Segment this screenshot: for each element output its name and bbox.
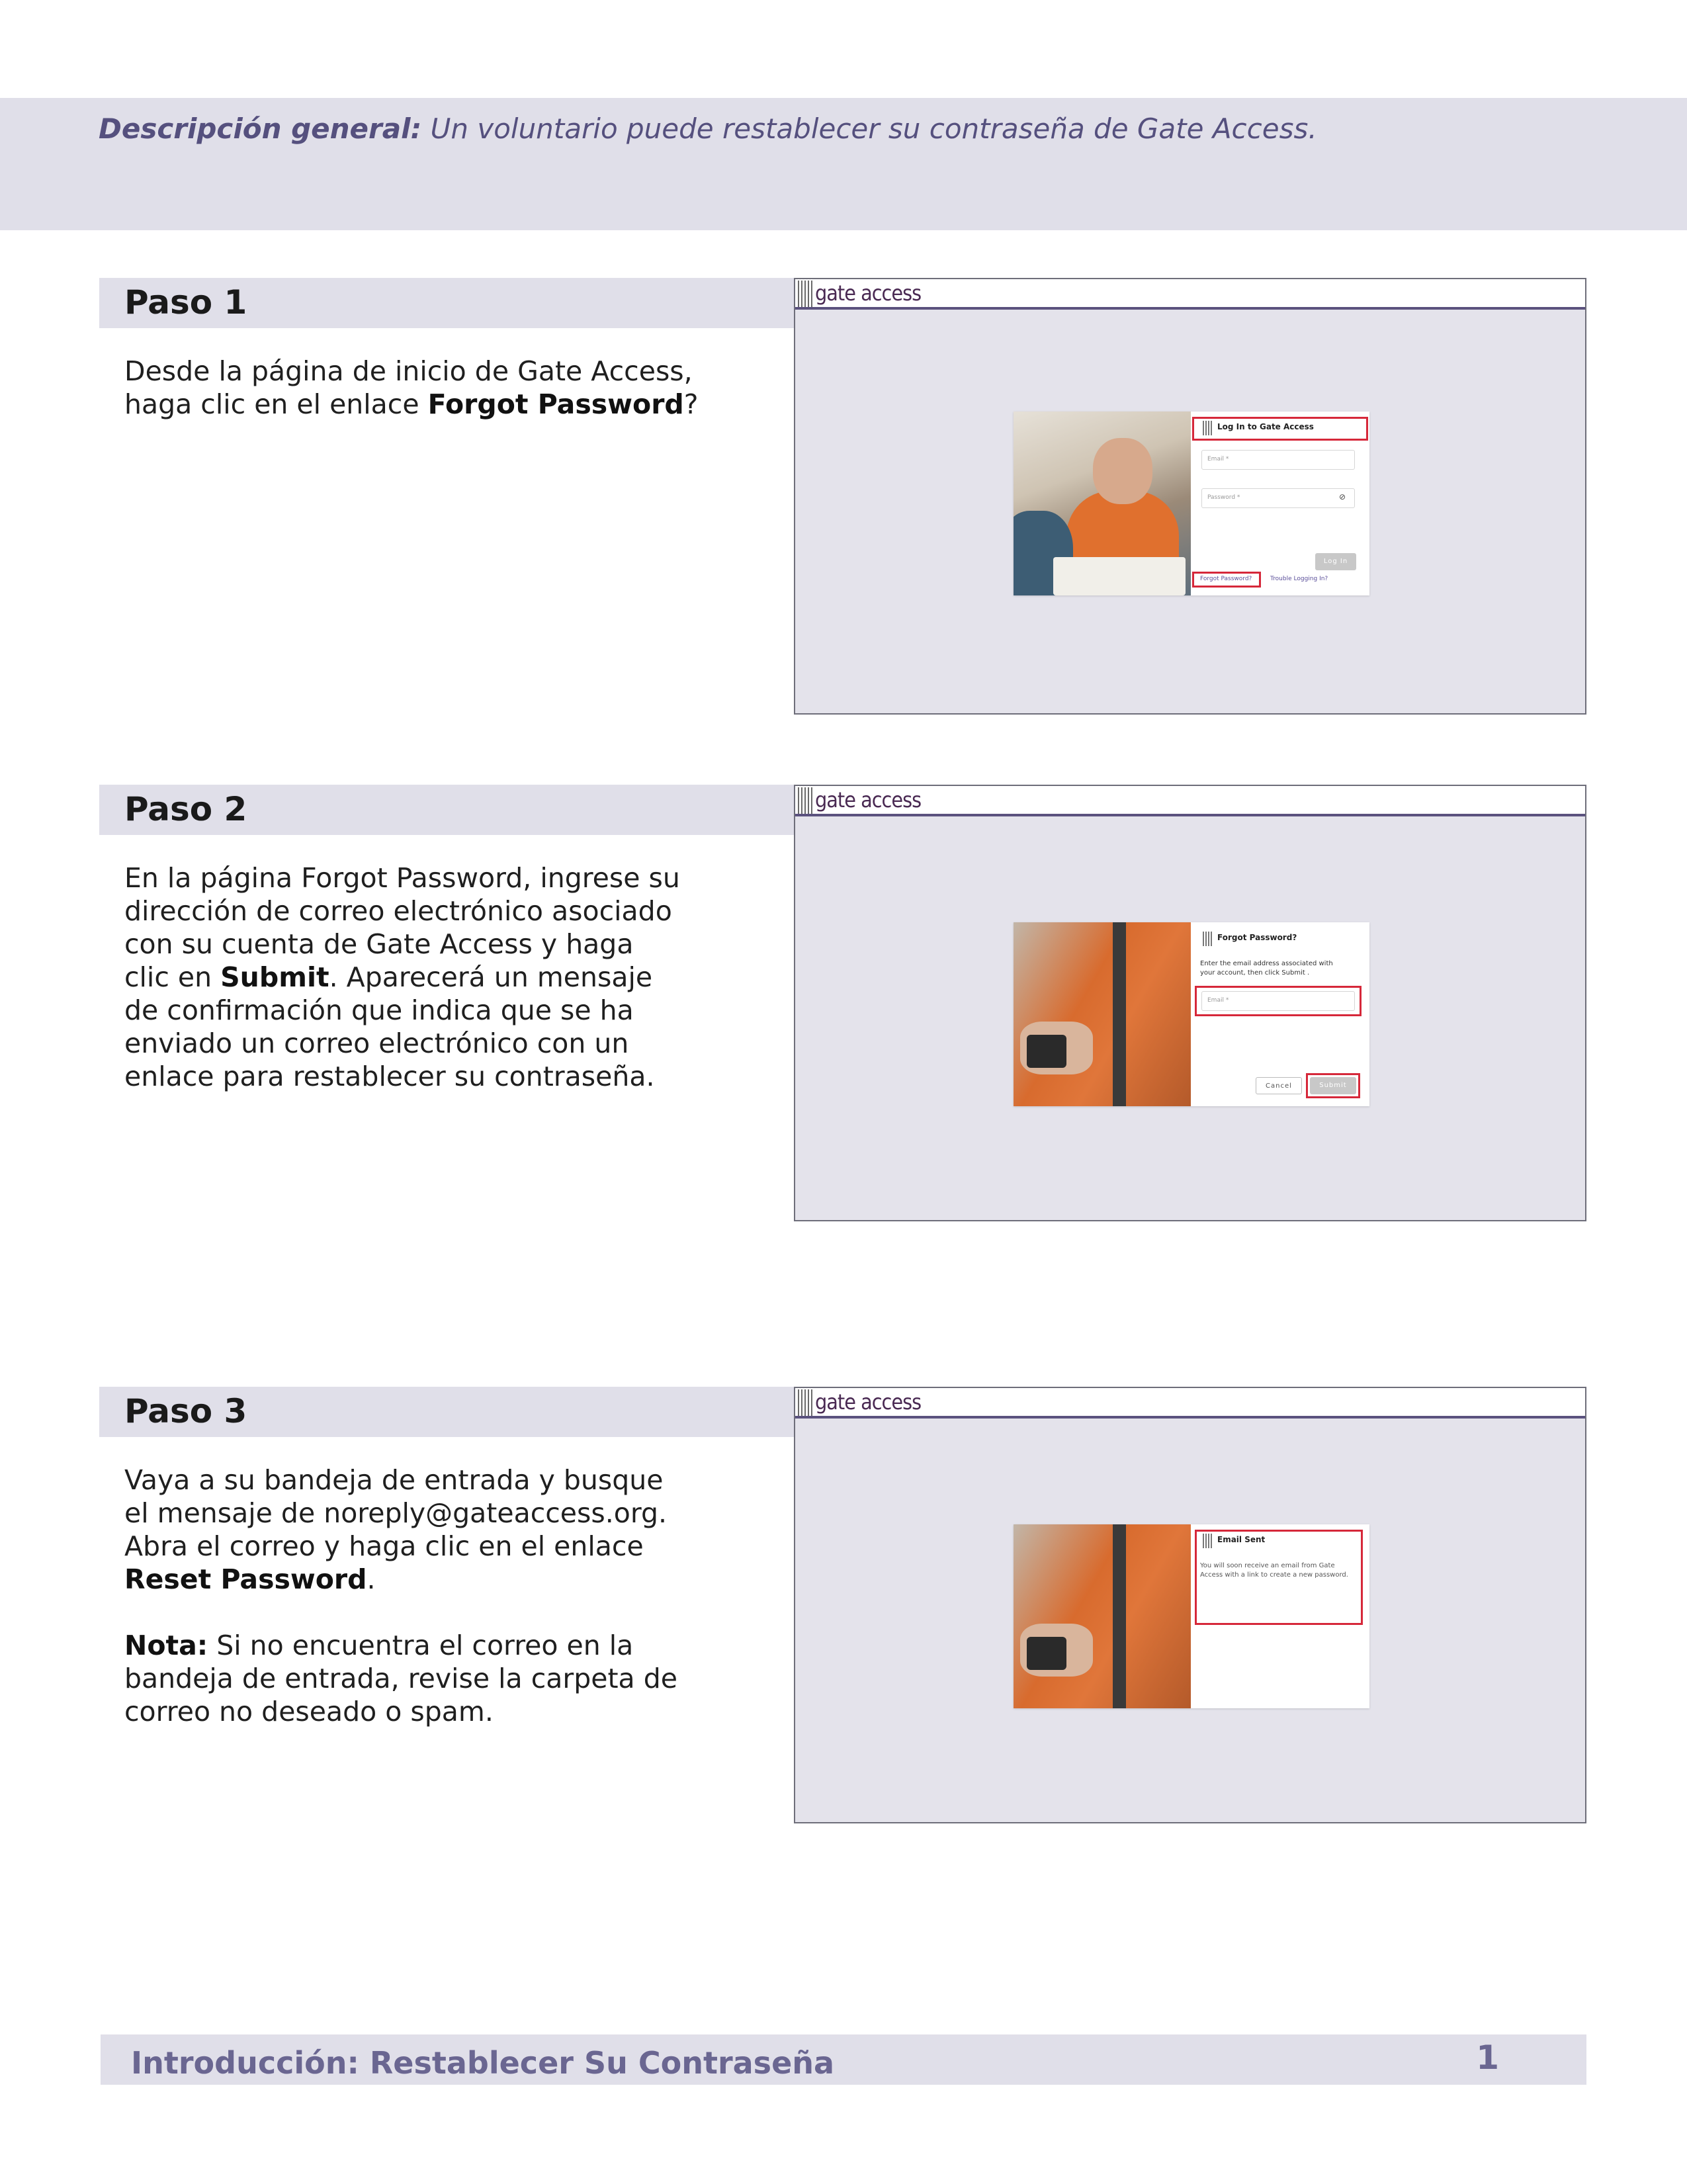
spacer bbox=[124, 1596, 707, 1629]
gate-access-logo-icon bbox=[1203, 932, 1213, 946]
step-2-line bbox=[124, 961, 707, 994]
step-1-body bbox=[124, 355, 707, 421]
note-line: correo no deseado o spam. bbox=[124, 1696, 494, 1727]
app-header bbox=[795, 279, 1585, 310]
step-2-line: enlace para restablecer su contraseña. bbox=[124, 1061, 655, 1092]
photo-figure bbox=[1027, 1637, 1066, 1670]
step-3-title: Paso 3 bbox=[124, 1392, 247, 1430]
forgot-password-link[interactable]: Forgot Password? bbox=[1200, 576, 1252, 582]
step-3-line: Abra el correo y haga clic en el enlace bbox=[124, 1530, 644, 1562]
step-2-header bbox=[99, 785, 794, 835]
note-text: Si no encuentra el correo en la bbox=[208, 1630, 634, 1661]
footer-title: Introducción: Restablecer Su Contraseña bbox=[131, 2045, 835, 2081]
step-2-body bbox=[124, 861, 707, 1093]
submit-emphasis: Submit bbox=[220, 961, 329, 993]
highlight-box bbox=[1306, 1073, 1360, 1098]
overview-description: Un voluntario puede restablecer su contraseña de Gate Access. bbox=[421, 112, 1317, 145]
step-3-line bbox=[124, 1563, 707, 1596]
email-field[interactable]: Email * bbox=[1201, 991, 1355, 1011]
email-sent-title: Email Sent bbox=[1217, 1535, 1266, 1544]
overview-label: Descripción general: bbox=[99, 112, 422, 145]
forgot-password-card bbox=[1014, 922, 1369, 1106]
step-3-line: el mensaje de noreply@gateaccess.org. bbox=[124, 1497, 668, 1529]
brand-name: gate access bbox=[815, 1389, 922, 1415]
highlight-box bbox=[1195, 986, 1362, 1016]
step-3-screenshot bbox=[794, 1387, 1586, 1823]
step-2-title: Paso 2 bbox=[124, 790, 247, 828]
gate-access-logo-icon bbox=[798, 787, 812, 814]
note-label: Nota: bbox=[124, 1630, 208, 1661]
step-2-screenshot bbox=[794, 785, 1586, 1221]
submit-button[interactable]: Submit bbox=[1310, 1077, 1356, 1094]
app-header bbox=[795, 1388, 1585, 1419]
step-2-text: clic en bbox=[124, 961, 221, 993]
step-2-text: . Aparecerá un mensaje bbox=[329, 961, 653, 993]
forgot-title: Forgot Password? bbox=[1217, 933, 1297, 942]
password-field[interactable]: Password * bbox=[1201, 488, 1355, 508]
overview-banner bbox=[0, 98, 1687, 230]
step-3-text: . bbox=[367, 1563, 376, 1595]
note-line: bandeja de entrada, revise la carpeta de bbox=[124, 1663, 677, 1694]
login-button[interactable]: Log In bbox=[1315, 553, 1356, 570]
photo-figure bbox=[1113, 1524, 1126, 1708]
email-sent-card bbox=[1014, 1524, 1369, 1708]
volunteer-photo bbox=[1014, 412, 1191, 595]
photo-figure bbox=[1027, 1035, 1066, 1068]
highlight-box bbox=[1192, 417, 1368, 441]
login-panel bbox=[1191, 412, 1369, 595]
step-2-line: con su cuenta de Gate Access y haga bbox=[124, 928, 634, 960]
reset-password-emphasis: Reset Password bbox=[124, 1563, 367, 1595]
step-1-header bbox=[99, 278, 794, 328]
forgot-password-emphasis: Forgot Password bbox=[427, 388, 684, 420]
email-field[interactable]: Email * bbox=[1201, 450, 1355, 470]
step-1-text: haga clic en el enlace bbox=[124, 388, 428, 420]
step-1-end: ? bbox=[683, 388, 699, 420]
forgot-panel bbox=[1191, 922, 1369, 1106]
forgot-instruction-line: Enter the email address associated with bbox=[1200, 960, 1333, 967]
email-sent-message: You will soon receive an email from Gate Access with a link to create a new password. bbox=[1200, 1562, 1348, 1579]
brand-name: gate access bbox=[815, 787, 922, 812]
step-1-screenshot bbox=[794, 278, 1586, 715]
highlight-box bbox=[1195, 1530, 1363, 1625]
app-header bbox=[795, 786, 1585, 816]
highlight-box bbox=[1192, 572, 1261, 588]
note-line bbox=[124, 1629, 707, 1662]
email-sent-panel bbox=[1191, 1524, 1369, 1708]
step-2-line: de confirmación que indica que se ha bbox=[124, 994, 634, 1026]
overview-text bbox=[99, 112, 1317, 145]
step-1-title: Paso 1 bbox=[124, 283, 247, 322]
photo-figure bbox=[1053, 557, 1186, 595]
step-1-line bbox=[124, 388, 707, 421]
step-3-body bbox=[124, 1463, 707, 1728]
forgot-instruction-line: your account, then click Submit . bbox=[1200, 969, 1310, 977]
step-1-line: Desde la página de inicio de Gate Access, bbox=[124, 355, 693, 387]
forgot-instructions bbox=[1200, 959, 1359, 978]
step-3-header bbox=[99, 1387, 794, 1437]
step-2-line: enviado un correo electrónico con un bbox=[124, 1027, 629, 1059]
login-card bbox=[1014, 412, 1369, 595]
brand-name: gate access bbox=[815, 281, 922, 306]
step-3-line: Vaya a su bandeja de entrada y busque bbox=[124, 1464, 664, 1496]
photo-figure bbox=[1113, 922, 1126, 1106]
cancel-button[interactable]: Cancel bbox=[1256, 1077, 1302, 1094]
step-2-line: En la página Forgot Password, ingrese su bbox=[124, 862, 680, 894]
eye-slash-icon[interactable]: ⊘ bbox=[1339, 492, 1346, 502]
page-number: 1 bbox=[1476, 2038, 1499, 2077]
footer-banner bbox=[101, 2034, 1586, 2085]
step-2-line: dirección de correo electrónico asociado bbox=[124, 895, 672, 927]
inmate-photo bbox=[1014, 922, 1191, 1106]
inmate-photo bbox=[1014, 1524, 1191, 1708]
gate-access-logo-icon bbox=[798, 281, 812, 307]
gate-access-logo-icon bbox=[798, 1389, 812, 1416]
trouble-logging-in-link[interactable]: Trouble Logging In? bbox=[1270, 576, 1328, 582]
login-title: Log In to Gate Access bbox=[1217, 422, 1314, 431]
photo-figure bbox=[1093, 438, 1152, 504]
